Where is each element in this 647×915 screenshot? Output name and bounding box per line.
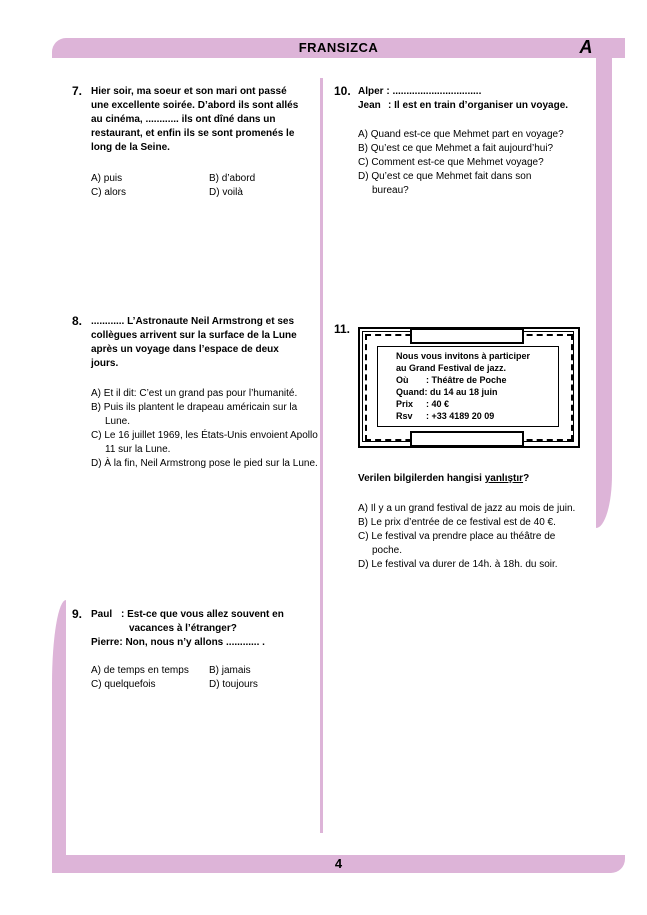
question-10-option-a[interactable]: A) Quand est-ce que Mehmet part en voyage?	[358, 129, 564, 140]
question-8-option-a[interactable]: A) Et il dit: C’est un grand pas pour l’humanité.	[91, 388, 298, 399]
question-11-prompt	[358, 472, 598, 486]
question-11-option-d[interactable]: D) Le festival va durer de 14h. à 18h. du soir.	[358, 559, 558, 570]
question-8-stem-line: jours.	[91, 358, 119, 369]
question-9-number: 9.	[72, 607, 83, 621]
question-7-option-b[interactable]: B) d’abord	[209, 173, 256, 184]
question-11-option-a[interactable]: A) Il y a un grand festival de jazz au mois de juin.	[358, 503, 576, 514]
where-label: Où	[396, 375, 409, 385]
question-10-option-c[interactable]: C) Comment est-ce que Mehmet voyage?	[358, 157, 544, 168]
question-7-stem-line: long de la Seine.	[91, 142, 170, 153]
question-11-number: 11.	[334, 322, 351, 336]
paul-text: : Est-ce que vous allez souvent en	[121, 609, 284, 620]
question-11-option-c[interactable]: C) Le festival va prendre place au théâtre de poche.	[358, 531, 556, 556]
invitation-top-ornament	[410, 328, 524, 344]
price-value: : 40 €	[426, 399, 450, 409]
speaker-paul: Paul	[91, 609, 113, 620]
invitation-bottom-ornament	[410, 431, 524, 447]
question-9-option-b[interactable]: B) jamais	[209, 665, 251, 676]
question-8-options	[91, 387, 319, 471]
question-10-option-b[interactable]: B) Qu’est ce que Mehmet a fait aujourd’hui?	[358, 143, 554, 154]
subject-title: FRANSIZCA	[298, 40, 379, 55]
jean-text: : Il est en train d’organiser un voyage.	[388, 100, 569, 111]
speaker-jean: Jean	[358, 100, 381, 111]
question-9-dialogue-line-1	[91, 608, 319, 622]
question-11-option-b[interactable]: B) Le prix d’entrée de ce festival est de 40 €.	[358, 517, 556, 528]
question-7-stem	[91, 85, 319, 155]
invitation-rsv	[396, 410, 556, 422]
invitation-price	[396, 398, 556, 410]
question-7-option-c[interactable]: C) alors	[91, 187, 127, 198]
question-9-option-a[interactable]: A) de temps en temps	[91, 665, 189, 676]
question-7-option-a[interactable]: A) puis	[91, 173, 123, 184]
question-9-stem	[91, 608, 319, 650]
question-7-stem-line: une excellente soirée. D’abord ils sont allés	[91, 100, 299, 111]
question-7-stem-line: au cinéma, ............ ils ont dîné dans un	[91, 114, 276, 125]
page-frame-right	[596, 58, 612, 528]
rsv-label: Rsv	[396, 411, 413, 421]
paul-text-continued: vacances à l’étranger?	[129, 623, 237, 634]
question-10-option-d[interactable]: D) Qu’est ce que Mehmet fait dans son bureau?	[358, 171, 532, 196]
invitation-where	[396, 374, 556, 386]
question-11-prompt-suffix: ?	[523, 473, 530, 484]
question-8-option-d[interactable]: D) À la fin, Neil Armstrong pose le pied sur la Lune.	[91, 458, 318, 469]
question-8-stem-line: après un voyage dans l’espace de deux	[91, 344, 279, 355]
question-9-option-c[interactable]: C) quelquefois	[91, 679, 156, 690]
question-8-stem	[91, 315, 319, 371]
question-10-stem	[358, 85, 598, 113]
question-7-stem-line: restaurant, et enfin ils se sont promenés le	[91, 128, 295, 139]
question-7-number: 7.	[72, 84, 83, 98]
where-value: : Théâtre de Poche	[426, 375, 507, 385]
question-11-prompt-prefix: Verilen bilgilerden hangisi	[358, 473, 485, 484]
question-10-number: 10.	[334, 84, 351, 98]
invitation-when: Quand: du 14 au 18 juin	[396, 387, 498, 397]
booklet-letter: A	[579, 37, 593, 57]
page-number: 4	[334, 856, 343, 871]
question-8-stem-line: ............ L’Astronaute Neil Armstrong et ses	[91, 316, 295, 327]
column-divider	[320, 78, 323, 833]
question-8-stem-line: collègues arrivent sur la surface de la Lune	[91, 330, 297, 341]
invitation-line-1: Nous vous invitons à participer	[396, 351, 531, 361]
invitation-text	[396, 350, 556, 422]
question-10-dialogue-line-1: Alper : ................................	[358, 86, 482, 97]
question-9-dialogue-line-2: Pierre: Non, nous n’y allons ............ .	[91, 637, 265, 648]
question-7-option-d[interactable]: D) voilà	[209, 187, 243, 198]
invitation-line-2: au Grand Festival de jazz.	[396, 363, 507, 373]
question-11-prompt-keyword: yanlıştır	[484, 473, 524, 484]
question-9-option-d[interactable]: D) toujours	[209, 679, 258, 690]
page-frame-left	[52, 600, 66, 855]
question-8-number: 8.	[72, 314, 83, 328]
rsv-value: : +33 4189 20 09	[426, 411, 495, 421]
question-8-option-b[interactable]: B) Puis ils plantent le drapeau américain sur la Lune.	[91, 402, 298, 427]
question-10-dialogue-line-2	[358, 99, 598, 113]
question-11-options	[358, 502, 586, 572]
question-7-stem-line: Hier soir, ma soeur et son mari ont passé	[91, 86, 287, 97]
price-label: Prix	[396, 399, 414, 409]
question-8-option-c[interactable]: C) Le 16 juillet 1969, les États-Unis envoient Apollo 11 sur la Lune.	[91, 430, 318, 455]
question-10-options	[358, 128, 598, 198]
